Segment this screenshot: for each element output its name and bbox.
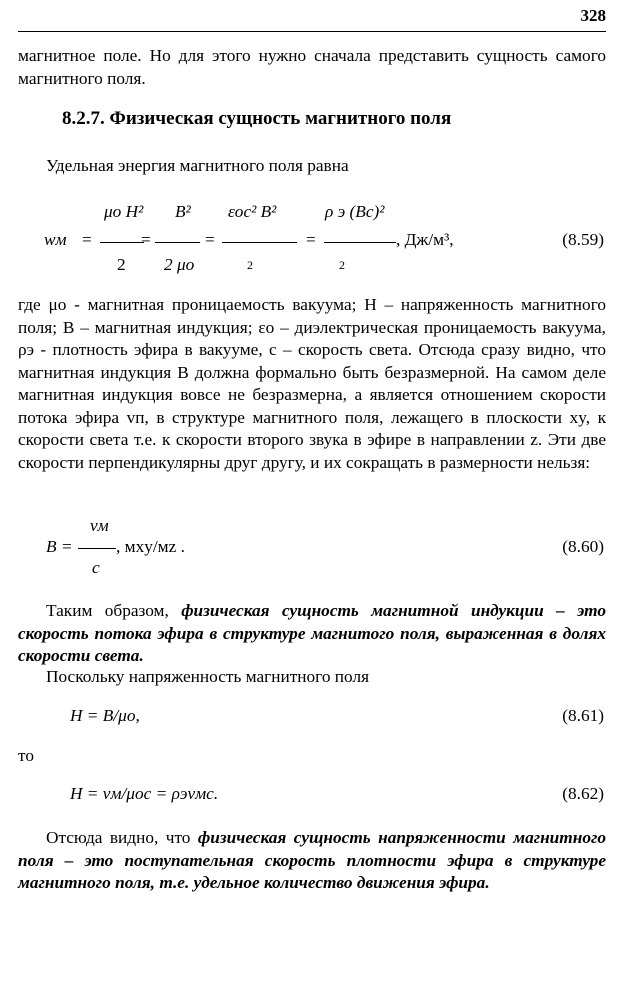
equation-8-61: H = B/μо,	[70, 706, 140, 725]
thus-emphasis: физическая сущность магнитной индукции – это скорость потока эфира в структуре магнитого поля, выраженная в долях скорости света.	[18, 601, 606, 665]
eq-tail: , мxy/мz .	[116, 537, 185, 556]
eq-num-2: B²	[175, 202, 191, 221]
section-heading: 8.2.7. Физическая сущность магнитного поля	[62, 108, 452, 129]
eq-num-3: εоc² B²	[228, 202, 277, 221]
word-then: то	[18, 746, 34, 765]
eq-den-4: 2	[339, 258, 345, 272]
eq-den-3: 2	[247, 258, 253, 272]
paragraph-intro: магнитное поле. Но для этого нужно сначала представить сущность самого магнитного поля.	[18, 46, 606, 88]
fraction-bar-3	[222, 242, 297, 243]
equation-number-8-62: (8.62)	[562, 784, 604, 803]
final-emphasis: физическая сущность напряженности магнитного поля – это поступательная скорость плотности эфира в структуре магнитного поля, т.е. удельное количество движения эфира.	[18, 828, 606, 892]
paragraph-where: где μо - магнитная проницаемость вакуума; H – напряженность магнитного поля; B – магнитная индукция; εо – диэлектрическая проницаемость вакуума, ρэ - плотность эфира в вакууме, c – скорость света. Отсюда сразу видно, что магнитная индукция B должна формально быть безразмерной. На самом деле магнитная индукция вовсе не безразмерна, а является отношением скорости потока эфира vп, в структуре магнитного поля, лежащего в плоскости xy, к скорости света т.е. к скорости второго звука в эфире в направлении z. Эти две скорости перпендикулярны друг другу, и их сокращать в размерности нельзя:	[18, 295, 606, 472]
eq-lhs: B =	[46, 537, 73, 556]
eq-num-4: ρ э (Bc)²	[325, 202, 385, 221]
paragraph-thus	[18, 600, 606, 668]
eq-equals-1: =	[82, 230, 92, 249]
paragraph-final	[18, 827, 606, 895]
eq-equals-4: =	[306, 230, 316, 249]
equation-number-8-61: (8.61)	[562, 706, 604, 725]
eq-equals-2: =	[141, 230, 151, 249]
equation-number-8-59: (8.59)	[562, 230, 604, 249]
fraction-bar-2	[155, 242, 200, 243]
eq-denominator: c	[92, 558, 100, 577]
equation-number-8-60: (8.60)	[562, 537, 604, 556]
eq-den-1: 2	[117, 255, 126, 274]
fraction-bar-1	[100, 242, 144, 243]
eq-num-1: μо H²	[104, 202, 144, 221]
eq-lhs: wм	[44, 230, 67, 249]
equation-8-62: H = vм/μоc = ρэvмc.	[70, 784, 219, 803]
eq-numerator: vм	[90, 516, 109, 535]
fraction-bar	[78, 548, 116, 549]
header-rule	[18, 31, 606, 32]
eq-unit: , Дж/м³,	[396, 230, 454, 249]
fraction-bar-4	[324, 242, 396, 243]
paragraph-energy: Удельная энергия магнитного поля равна	[46, 156, 349, 175]
eq-den-2: 2 μо	[164, 255, 195, 274]
final-lead: Отсюда видно, что	[46, 828, 198, 847]
eq-equals-3: =	[205, 230, 215, 249]
thus-lead: Таким образом,	[46, 601, 182, 620]
page-number: 328	[580, 6, 606, 25]
paragraph-since: Поскольку напряженность магнитного поля	[46, 667, 370, 686]
